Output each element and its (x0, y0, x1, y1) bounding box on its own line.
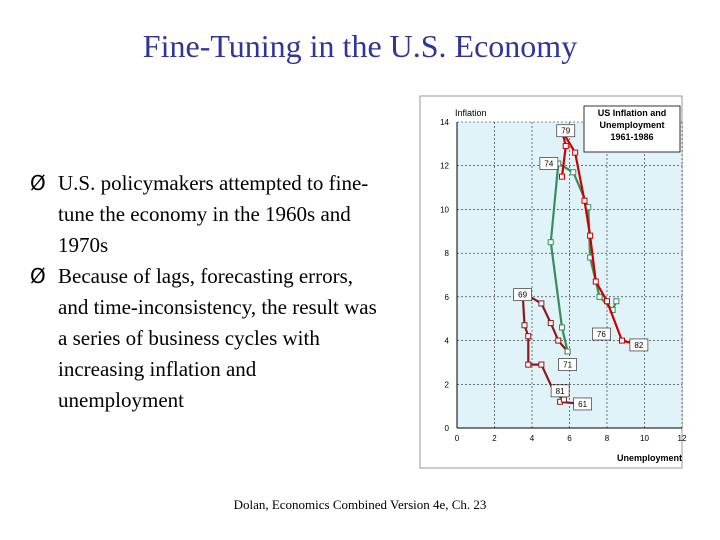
data-point (582, 198, 587, 203)
data-point (560, 174, 565, 179)
bullet-item (30, 261, 380, 416)
bullet-list (30, 168, 380, 416)
x-tick-label: 0 (454, 434, 460, 443)
data-point (588, 233, 593, 238)
data-point (560, 325, 565, 330)
y-axis-label: Inflation (455, 108, 487, 118)
bullet-text: Because of lags, forecasting errors, and time-inconsistency, the result was a series of business cycles with increasing inflation and unemployment (58, 264, 377, 412)
year-label: 74 (544, 159, 554, 169)
year-label: 82 (634, 340, 644, 350)
x-tick-label: 6 (567, 434, 572, 443)
data-point (556, 338, 561, 343)
x-tick-label: 10 (640, 434, 649, 443)
year-label: 81 (555, 386, 565, 396)
x-tick-label: 2 (492, 434, 497, 443)
y-tick-label: 12 (440, 161, 449, 171)
data-point (526, 334, 531, 339)
y-tick-label: 0 (444, 424, 449, 433)
data-point (565, 349, 570, 354)
data-point (597, 294, 602, 299)
x-tick-label: 4 (529, 434, 535, 443)
y-tick-label: 6 (444, 292, 449, 302)
data-point (593, 279, 598, 284)
data-point (522, 323, 527, 328)
data-point (526, 362, 531, 367)
y-tick-label: 4 (444, 336, 449, 346)
data-point (548, 321, 553, 326)
chart-title-line: 1961-1986 (610, 132, 654, 142)
slide-title: Fine-Tuning in the U.S. Economy (142, 28, 578, 64)
data-point (605, 299, 610, 304)
data-point (563, 144, 568, 149)
bullet-arrow-icon: Ø (30, 264, 46, 288)
bullet-text: U.S. policymakers attempted to fine-tune the economy in the 1960s and 1970s (58, 171, 369, 257)
y-tick-label: 14 (440, 118, 449, 127)
year-label: 69 (518, 290, 528, 300)
year-label: 76 (596, 330, 606, 340)
x-tick-label: 8 (604, 434, 610, 443)
data-point (539, 362, 544, 367)
year-label: 79 (561, 126, 571, 136)
y-tick-label: 2 (444, 380, 449, 390)
data-point (561, 397, 566, 402)
bullet-arrow-icon: Ø (30, 171, 46, 195)
x-tick-label: 12 (677, 434, 687, 443)
phillips-curve-chart (420, 96, 687, 468)
y-tick-label: 8 (444, 249, 449, 259)
bullet-item (30, 168, 380, 261)
y-tick-label: 10 (440, 205, 449, 215)
data-point (539, 301, 544, 306)
x-axis-label: Unemployment (616, 453, 682, 463)
data-point (620, 338, 625, 343)
data-point (614, 299, 619, 304)
data-point (548, 240, 553, 245)
data-point (571, 170, 576, 175)
year-label: 71 (563, 360, 573, 370)
footer-citation: Dolan, Economics Combined Version 4e, Ch. 23 (233, 497, 487, 512)
chart-title-line: US Inflation and (597, 108, 667, 118)
chart-title-line: Unemployment (599, 120, 665, 130)
year-label: 61 (578, 399, 588, 409)
data-point (573, 150, 578, 155)
